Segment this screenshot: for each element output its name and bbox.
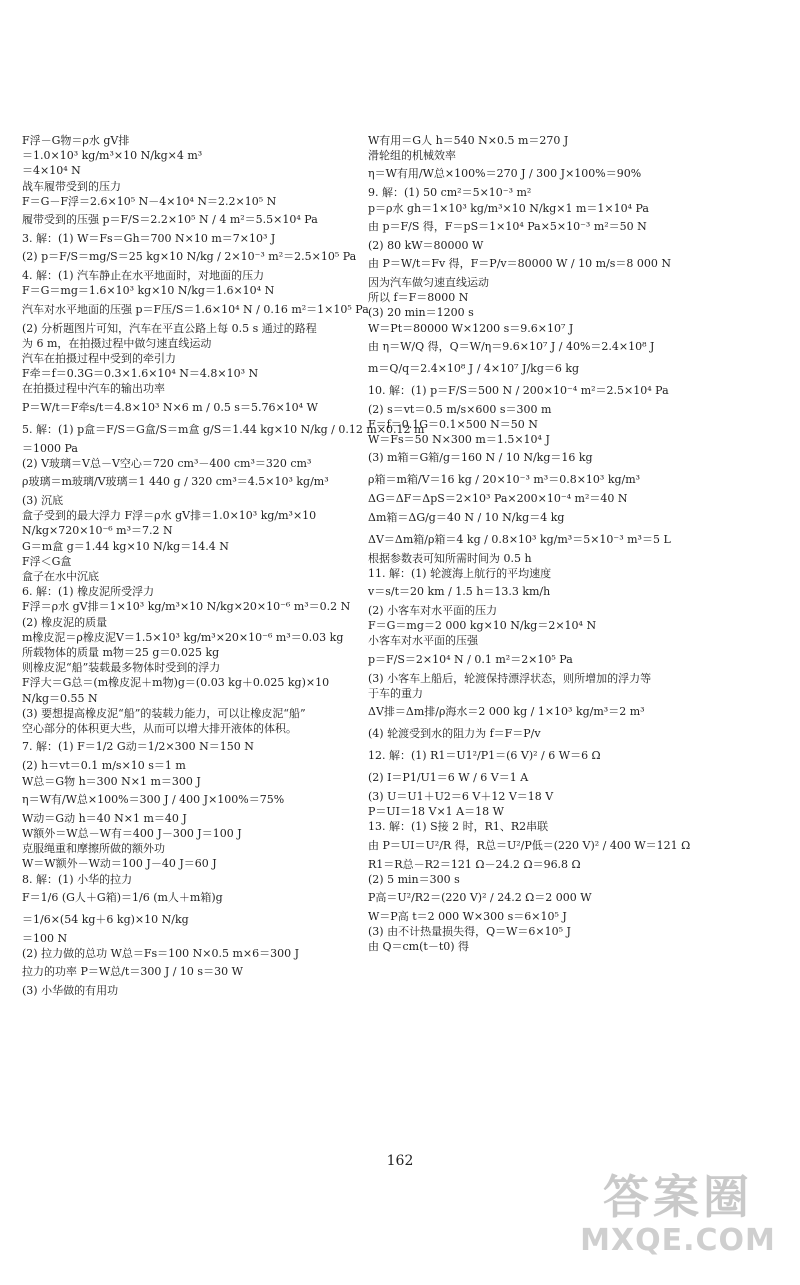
text-line: η＝W有/W总×100%＝300 J / 400 J×100%＝75% xyxy=(22,792,285,806)
text-line: (2) 80 kW＝80000 W xyxy=(368,238,484,252)
text-line: W有用＝G人 h＝540 N×0.5 m＝270 J xyxy=(368,134,569,147)
text-line: (3) 20 min＝1200 s xyxy=(368,306,474,320)
text-line: R1＝R总－R2＝121 Ω－24.2 Ω＝96.8 Ω xyxy=(368,857,581,871)
text-line: W总＝G物 h＝300 N×1 m＝300 J xyxy=(22,774,201,788)
text-line: 为 6 m，在拍摄过程中做匀速直线运动 xyxy=(22,336,212,350)
text-line: 由 Q＝cm(t－t0) 得 xyxy=(368,940,470,954)
text-line: ＝100 N xyxy=(22,931,68,945)
text-line: (2) p＝F/S＝mg/S＝25 kg×10 N/kg / 2×10⁻³ m²＝2.5×10⁵ Pa xyxy=(22,250,357,264)
text-line: F＝1/6 (G人＋G箱)＝1/6 (m人＋m箱)g xyxy=(22,890,223,904)
text-line: F浮＜G盒 xyxy=(22,554,72,568)
text-line: 拉力的功率 P＝W总/t＝300 J / 10 s＝30 W xyxy=(22,965,243,979)
text-line: 于车的重力 xyxy=(368,686,423,700)
text-line: 小客车对水平面的压强 xyxy=(368,634,478,648)
text-line: 由 P＝W/t＝Fv 得，F＝P/v＝80000 W / 10 m/s＝8 000 N xyxy=(368,257,672,271)
text-line: N/kg×720×10⁻⁶ m³＝7.2 N xyxy=(22,524,173,538)
text-line: P＝UI＝18 V×1 A＝18 W xyxy=(368,805,504,819)
text-line: 盒子受到的最大浮力 F浮＝ρ水 gV排＝1.0×10³ kg/m³×10 xyxy=(22,509,317,523)
text-line: (3) 小华做的有用功 xyxy=(22,984,119,998)
text-line: 9. 解：(1) 50 cm²＝5×10⁻³ m² xyxy=(368,186,532,200)
text-line: (2) 5 min＝300 s xyxy=(368,872,460,886)
watermark-logo xyxy=(578,1157,778,1267)
text-line: p＝ρ水 gh＝1×10³ kg/m³×10 N/kg×1 m＝1×10⁴ Pa xyxy=(368,201,649,215)
text-line: (2) V玻璃＝V总－V空心＝720 cm³－400 cm³＝320 cm³ xyxy=(22,456,312,470)
text-line: 履带受到的压强 p＝F/S＝2.2×10⁵ N / 4 m²＝5.5×10⁴ Pa xyxy=(22,213,318,227)
text-line: 空心部分的体积更大些，从而可以增大排开液体的体积。 xyxy=(22,722,297,736)
text-line: 13. 解：(1) S接 2 时，R1、R2串联 xyxy=(368,820,549,834)
text-line: (3) m箱＝G箱/g＝160 N / 10 N/kg＝16 kg xyxy=(368,451,593,465)
text-line: 5. 解：(1) p盒＝F/S＝G盒/S＝m盒 g/S＝1.44 kg×10 N/kg / 0.12 m×0.12 m xyxy=(22,422,425,436)
text-line: 所载物体的质量 m物＝25 g＝0.025 kg xyxy=(22,646,220,660)
text-line: F＝G－F浮＝2.6×10⁵ N－4×10⁴ N＝2.2×10⁵ N xyxy=(22,194,277,208)
text-line: ρ玻璃＝m玻璃/V玻璃＝1 440 g / 320 cm³＝4.5×10³ kg/m³ xyxy=(22,475,329,489)
text-line: (3) 小客车上船后，轮渡保持漂浮状态，则所增加的浮力等 xyxy=(368,671,652,685)
text-line: (3) U＝U1＋U2＝6 V＋12 V＝18 V xyxy=(368,790,554,804)
text-line: 因为汽车做匀速直线运动 xyxy=(368,276,489,290)
text-line: W＝P高 t＝2 000 W×300 s＝6×10⁵ J xyxy=(368,910,567,924)
text-line: (2) I＝P1/U1＝6 W / 6 V＝1 A xyxy=(368,771,529,785)
text-line: η＝W有用/W总×100%＝270 J / 300 J×100%＝90% xyxy=(368,167,642,181)
text-line: 7. 解：(1) F＝1/2 G动＝1/2×300 N＝150 N xyxy=(22,740,254,754)
text-line: 8. 解：(1) 小华的拉力 xyxy=(22,872,133,886)
text-line: 汽车对水平地面的压强 p＝F压/S＝1.6×10⁴ N / 0.16 m²＝1×10⁵ Pa xyxy=(22,302,369,316)
watermark-chinese: 答案圈 xyxy=(603,1170,753,1224)
text-line: 4. 解：(1) 汽车静止在水平地面时，对地面的压力 xyxy=(22,269,265,283)
text-line: 由 p＝F/S 得，F＝pS＝1×10⁴ Pa×5×10⁻³ m²＝50 N xyxy=(368,219,647,233)
text-line: F浮＝ρ水 gV排＝1×10³ kg/m³×10 N/kg×20×10⁻⁶ m³＝0.2 N xyxy=(22,600,351,614)
text-line: (2) 橡皮泥的质量 xyxy=(22,615,108,629)
text-line: F＝f＝0.1G＝0.1×500 N＝50 N xyxy=(368,418,538,432)
text-line: ΔG＝ΔF＝ΔpS＝2×10³ Pa×200×10⁻⁴ m²＝40 N xyxy=(368,492,628,506)
text-line: F浮大＝G总＝(m橡皮泥＋m物)g＝(0.03 kg＋0.025 kg)×10 xyxy=(22,676,330,690)
text-line: 盒子在水中沉底 xyxy=(22,570,99,584)
text-line: ＝4×10⁴ N xyxy=(22,164,81,178)
text-line: 12. 解：(1) R1＝U1²/P1＝(6 V)² / 6 W＝6 Ω xyxy=(368,749,601,763)
text-line: 克服绳重和摩擦所做的额外功 xyxy=(22,842,165,856)
text-line: (3) 要想提高橡皮泥“船”的装载力能力，可以让橡皮泥“船” xyxy=(22,706,306,720)
text-line: (2) 分析题图片可知，汽车在平直公路上每 0.5 s 通过的路程 xyxy=(22,321,317,335)
text-line: F牵＝f＝0.3G＝0.3×1.6×10⁴ N＝4.8×10³ N xyxy=(22,367,259,381)
text-line: W＝Pt＝80000 W×1200 s＝9.6×10⁷ J xyxy=(368,321,574,335)
page-number: 162 xyxy=(386,1153,414,1169)
text-line: ＝1/6×(54 kg＋6 kg)×10 N/kg xyxy=(22,912,189,926)
text-line: W动＝G动 h＝40 N×1 m＝40 J xyxy=(22,811,187,825)
text-line: 汽车在拍摄过程中受到的牵引力 xyxy=(22,352,176,366)
text-line: p＝F/S＝2×10⁴ N / 0.1 m²＝2×10⁵ Pa xyxy=(368,652,573,666)
text-line: 3. 解：(1) W＝Fs＝Gh＝700 N×10 m＝7×10³ J xyxy=(22,232,276,246)
text-line: ρ箱＝m箱/V＝16 kg / 20×10⁻³ m³＝0.8×10³ kg/m³ xyxy=(368,473,641,487)
text-line: W＝Fs＝50 N×300 m＝1.5×10⁴ J xyxy=(368,433,550,447)
text-line: 6. 解：(1) 橡皮泥所受浮力 xyxy=(22,585,155,599)
text-line: 由 η＝W/Q 得，Q＝W/η＝9.6×10⁷ J / 40%＝2.4×10⁸ J xyxy=(368,339,655,353)
text-line: (3) 沉底 xyxy=(22,494,64,508)
text-line: F＝G＝mg＝1.6×10³ kg×10 N/kg＝1.6×10⁴ N xyxy=(22,284,275,298)
text-line: P＝W/t＝F牵s/t＝4.8×10³ N×6 m / 0.5 s＝5.76×10⁴ W xyxy=(22,400,318,414)
text-line: 根据参数表可知所需时间为 0.5 h xyxy=(368,551,532,565)
text-line: (2) 小客车对水平面的压力 xyxy=(368,604,498,618)
watermark-url: MXQE.COM xyxy=(580,1223,776,1258)
text-line: 滑轮组的机械效率 xyxy=(368,149,456,163)
text-line: ＝1000 Pa xyxy=(22,441,78,455)
text-line: F＝G＝mg＝2 000 kg×10 N/kg＝2×10⁴ N xyxy=(368,619,597,633)
text-line: (2) 拉力做的总功 W总＝Fs＝100 N×0.5 m×6＝300 J xyxy=(22,946,300,960)
text-line: Δm箱＝ΔG/g＝40 N / 10 N/kg＝4 kg xyxy=(368,510,565,524)
text-line: G＝m盒 g＝1.44 kg×10 N/kg＝14.4 N xyxy=(22,539,229,553)
text-line: (2) s＝vt＝0.5 m/s×600 s＝300 m xyxy=(368,402,552,416)
text-line: v＝s/t＝20 km / 1.5 h＝13.3 km/h xyxy=(368,585,551,599)
text-line: 由 P＝UI＝U²/R 得，R总＝U²/P低＝(220 V)² / 400 W＝121 Ω xyxy=(368,838,691,852)
text-line: m＝Q/q＝2.4×10⁸ J / 4×10⁷ J/kg＝6 kg xyxy=(368,361,580,375)
text-line: ＝1.0×10³ kg/m³×10 N/kg×4 m³ xyxy=(22,149,203,163)
text-line: W额外＝W总－W有＝400 J－300 J＝100 J xyxy=(22,826,242,840)
text-line: 所以 f＝F＝8000 N xyxy=(368,291,469,305)
text-line: m橡皮泥＝ρ橡皮泥V＝1.5×10³ kg/m³×20×10⁻⁶ m³＝0.03 kg xyxy=(22,630,344,644)
text-line: N/kg＝0.55 N xyxy=(22,691,98,705)
text-line: (4) 轮渡受到水的阻力为 f＝F＝P/v xyxy=(368,727,541,741)
text-line: W＝W额外－W动＝100 J－40 J＝60 J xyxy=(22,857,217,871)
text-line: 10. 解：(1) p＝F/S＝500 N / 200×10⁻⁴ m²＝2.5×10⁴ Pa xyxy=(368,383,669,397)
text-line: 战车履带受到的压力 xyxy=(22,179,121,193)
text-line: (3) 由不计热量损失得，Q＝W＝6×10⁵ J xyxy=(368,925,571,939)
text-line: 则橡皮泥“船”装载最多物体时受到的浮力 xyxy=(22,661,221,675)
text-line: ΔV排＝Δm排/ρ海水＝2 000 kg / 1×10³ kg/m³＝2 m³ xyxy=(368,705,645,719)
text-line: F浮－G物＝ρ水 gV排 xyxy=(22,134,130,147)
text-line: 11. 解：(1) 轮渡海上航行的平均速度 xyxy=(368,566,552,580)
text-line: (2) h＝vt＝0.1 m/s×10 s＝1 m xyxy=(22,759,186,773)
right-column xyxy=(368,133,773,955)
text-line: P高＝U²/R2＝(220 V)² / 24.2 Ω＝2 000 W xyxy=(368,891,592,905)
text-line: ΔV＝Δm箱/ρ箱＝4 kg / 0.8×10³ kg/m³＝5×10⁻³ m³＝5 L xyxy=(368,532,671,546)
text-line: 在拍摄过程中汽车的输出功率 xyxy=(22,382,165,396)
